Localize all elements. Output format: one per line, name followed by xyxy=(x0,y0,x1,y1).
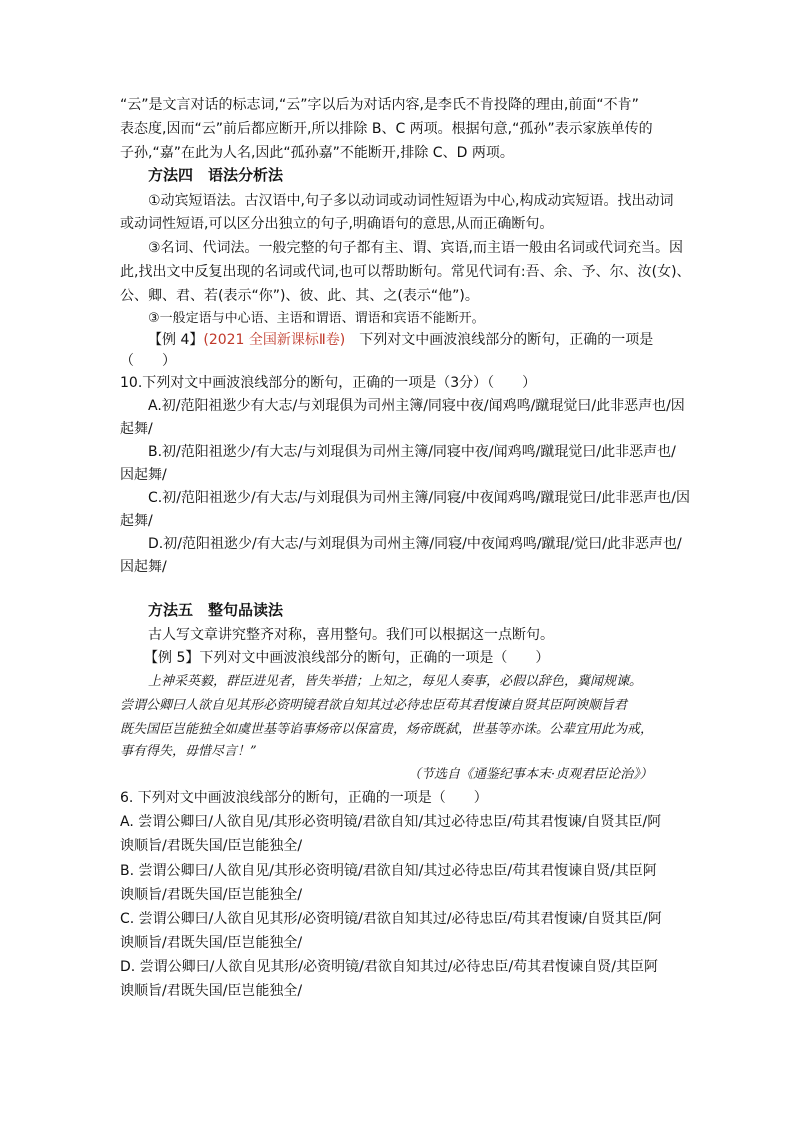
passage-line: 尝谓公卿曰人欲自见其形必资明镜君欲自知其过必待忠臣苟其君愎谏自贤其臣阿谀顺旨君 xyxy=(120,698,628,713)
option-a-line: 谀顺旨/君既失国/臣岂能独全/ xyxy=(120,838,303,854)
option-d-line: 因起舞/ xyxy=(120,559,167,575)
option-b-line: B.初/范阳祖逖少/有大志/与刘琨俱为司州主簿/同寝中夜/闻鸡鸣/蹴琨觉曰/此非恶声也/ xyxy=(148,444,676,460)
paragraph-line: 此,找出文中反复出现的名词或代词,也可以帮助断句。常见代词有:吾、余、予、尔、汝(女)、 xyxy=(120,264,691,280)
option-d-line: D. 尝谓公卿曰/人欲自见其形/必资明镜/君欲自知其过/必待忠臣/苟其君愎谏自贤/其臣阿 xyxy=(120,959,658,975)
passage-line: 上神采英毅，群臣进见者，皆失举措；上知之，每见人奏事，必假以辞色，冀闻规谏。 xyxy=(148,674,643,689)
passage-line: 事有得失，毋惜尽言！” xyxy=(120,744,257,759)
option-c-line: 起舞/ xyxy=(120,513,153,529)
option-c-line: C. 尝谓公卿曰/人欲自见其形/必资明镜/君欲自知其过/必待忠臣/苟其君愎谏/自贤其臣/阿 xyxy=(120,911,662,927)
exam-source: (2021 全国新课标Ⅱ卷) xyxy=(203,332,346,348)
paragraph-line: ③名词、代词法。一般完整的句子都有主、谓、宾语,而主语一般由名词或代词充当。因 xyxy=(148,240,683,256)
paragraph-line: ③一般定语与中心语、主语和谓语、谓语和宾语不能断开。 xyxy=(148,311,485,326)
option-b-line: 谀顺旨/君既失国/臣岂能独全/ xyxy=(120,887,303,903)
option-c-line: 谀顺旨/君既失国/臣岂能独全/ xyxy=(120,935,303,951)
section-title-method5: 方法五 整句品读法 xyxy=(148,601,284,619)
option-b-line: 因起舞/ xyxy=(120,467,167,483)
example-4-heading xyxy=(148,331,653,349)
paragraph-line: 古人写文章讲究整齐对称，喜用整句。我们可以根据这一点断句。 xyxy=(148,627,554,643)
option-a-line: 起舞/ xyxy=(120,421,153,437)
paragraph-line: 或动词性短语,可以区分出独立的句子,明确语句的意思,从而正确断句。 xyxy=(120,216,554,232)
example-question: 下列对文中画波浪线部分的断句，正确的一项是 xyxy=(345,332,654,348)
paragraph-line: ①动宾短语法。古汉语中,句子多以动词或动词性短语为中心,构成动宾短语。找出动词 xyxy=(148,193,674,209)
paragraph-line: 公、卿、君、若(表示“你”)、彼、此、其、之(表示“他”)。 xyxy=(120,288,479,304)
option-a-line: A. 尝谓公卿曰/人欲自见/其形必资明镜/君欲自知/其过必待忠臣/苟其君愎谏/自贤其臣/阿 xyxy=(120,814,662,830)
passage-source: （节选自《通鉴纪事本末·贞观君臣论治》） xyxy=(408,767,653,782)
option-a-line: A.初/范阳祖逖少有大志/与刘琨俱为司州主簿/同寝中夜/闻鸡鸣/蹴琨觉曰/此非恶声也/因 xyxy=(148,398,685,414)
paragraph-line: 表态度,因而“云”前后都应断开,所以排除 B、C 两项。根据句意,“孤孙”表示家族单传的 xyxy=(120,121,653,137)
paragraph-line: 子孙,“嘉”在此为人名,因此“孤孙嘉”不能断开,排除 C、D 两项。 xyxy=(120,145,514,161)
paragraph-line: “云”是文言对话的标志词,“云”字以后为对话内容,是李氏不肯投降的理由,前面“不肯” xyxy=(120,97,639,113)
question-10: 10.下列对文中画波浪线部分的断句，正确的一项是（3分）（ ） xyxy=(120,375,537,391)
answer-paren: （ ） xyxy=(120,353,176,369)
option-b-line: B. 尝谓公卿曰/人欲自见/其形必资明镜/君欲自知/其过必待忠臣/苟其君愎谏自贤/其臣阿 xyxy=(120,863,657,879)
example-label: 【例 4】 xyxy=(148,332,204,348)
option-c-line: C.初/范阳祖逖少/有大志/与刘琨俱为司州主簿/同寝/中夜闻鸡鸣/蹴琨觉曰/此非恶声也/因 xyxy=(148,490,690,506)
option-d-line: 谀顺旨/君既失国/臣岂能独全/ xyxy=(120,983,303,999)
section-title-method4: 方法四 语法分析法 xyxy=(148,166,284,184)
question-6: 6. 下列对文中画波浪线部分的断句，正确的一项是（ ） xyxy=(120,790,488,806)
option-d-line: D.初/范阳祖逖少/有大志/与刘琨俱为司州主簿/同寝/中夜闻鸡鸣/蹴琨/觉曰/此非恶声也/ xyxy=(148,536,682,552)
passage-line: 既失国臣岂能独全如虞世基等谄事炀帝以保富贵，炀帝既弑，世基等亦诛。公辈宜用此为戒， xyxy=(120,722,654,737)
example-5-heading: 【例 5】下列对文中画波浪线部分的断句，正确的一项是（ ） xyxy=(144,650,550,666)
